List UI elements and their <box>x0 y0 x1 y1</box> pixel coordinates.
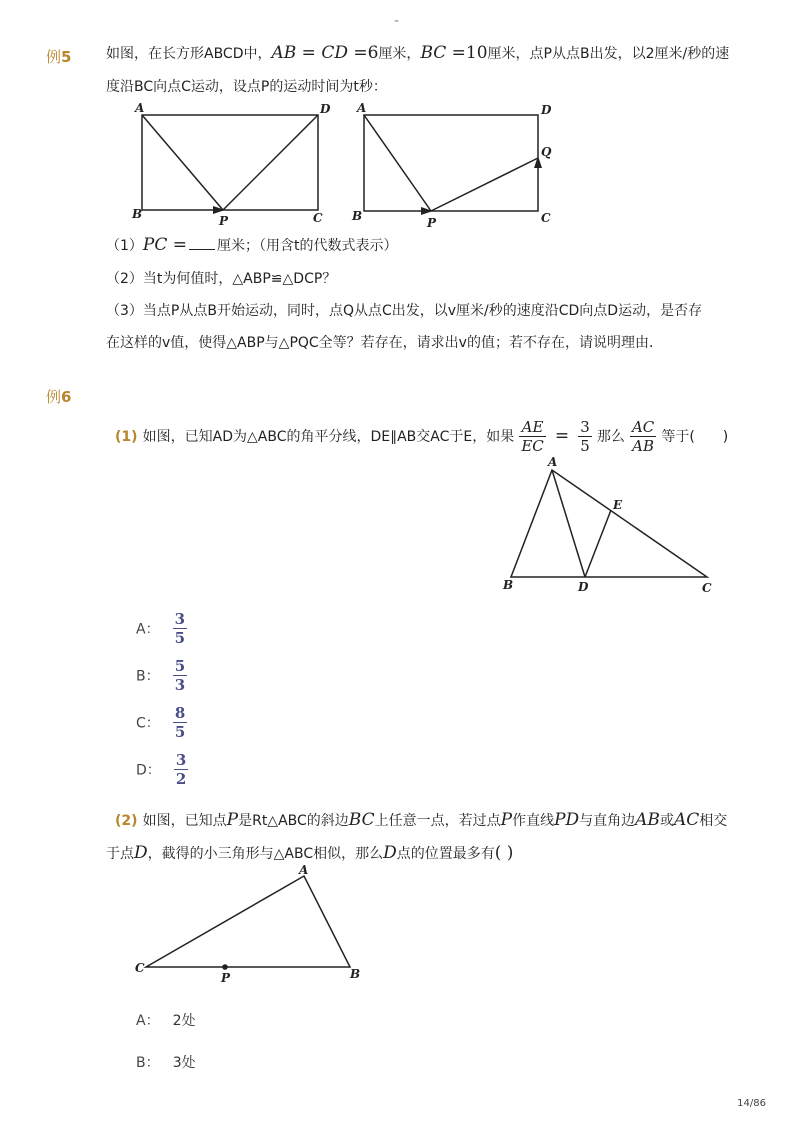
ex6-part2-math-pd: PD <box>554 810 580 830</box>
option-c-num: 8 <box>174 704 186 722</box>
option-b-den: 3 <box>174 676 186 694</box>
ex6-part1-frac2-den: 5 <box>580 437 590 455</box>
ex5-figure-2 <box>345 100 565 232</box>
option-d-num: 3 <box>175 751 187 769</box>
ex5-question-1 <box>106 236 398 255</box>
ex6-part1-number: (1) <box>115 429 138 445</box>
segment-ad <box>552 470 585 577</box>
fig2-arrow-p <box>421 207 433 215</box>
ex6-part1-frac-ac-ab <box>630 418 656 455</box>
example-6-number: 6 <box>61 388 72 406</box>
segment-de <box>585 510 611 577</box>
ex6-part2-figure <box>128 862 368 987</box>
ex6-part2-t1: 如图，已知点 <box>142 813 227 829</box>
fig2-rectangle <box>364 115 538 211</box>
ex6-part1-frac1-num: AE <box>521 418 544 436</box>
ex6-part2-line1 <box>115 810 727 830</box>
ex5-line1 <box>106 44 729 63</box>
fig2-label-c: C <box>541 211 551 225</box>
ex6-part2-t7: 相交 <box>699 813 728 829</box>
ex5-line1-math-ab-val: 6 <box>367 43 379 63</box>
ex6-part2-l2b: ，截得的小三角形与△ABC相似，那么 <box>147 846 384 862</box>
p2-option-b-text: 3处 <box>172 1055 196 1071</box>
ex6-part1-option-a[interactable] <box>136 610 187 647</box>
tri-label-b: B <box>503 578 514 592</box>
option-c-label: C： <box>136 715 160 732</box>
ex6-part2-math-p: P <box>226 810 239 830</box>
ex6-part1-option-b[interactable] <box>136 657 187 694</box>
p2-option-a-text: 2处 <box>172 1013 196 1029</box>
ex5-line1-text-b: 厘米， <box>378 46 421 62</box>
option-b-label: B： <box>136 668 160 685</box>
ex6-part1-frac3-num: AC <box>631 418 655 436</box>
ex5-figure-1 <box>125 100 335 230</box>
ex6-part1-option-c[interactable] <box>136 704 187 741</box>
ex6-part2-t3: 上任意一点，若过点 <box>374 813 501 829</box>
option-b-num: 5 <box>174 657 186 675</box>
fig1-label-p: P <box>219 214 229 228</box>
ex6-part1-mid: 那么 <box>596 429 625 445</box>
tri-label-a: A <box>548 455 558 469</box>
option-d-den: 2 <box>175 770 187 788</box>
ex6-part2-option-b[interactable] <box>136 1052 196 1072</box>
rt-label-p: P <box>221 971 231 985</box>
rt-label-a: A <box>299 863 309 877</box>
ex6-part1-question <box>115 418 728 455</box>
ex6-part1-text: 如图，已知AD为△ABC的角平分线，DE∥AB交AC于E，如果 <box>142 429 515 445</box>
ex6-part2-math-d: D <box>134 843 148 863</box>
example-5-prefix: 例 <box>46 48 62 66</box>
ex6-part1-frac-3-5 <box>578 418 592 455</box>
option-d-label: D： <box>136 762 161 779</box>
ex6-part2-t2: 是Rt△ABC的斜边 <box>238 813 349 829</box>
tri-label-e: E <box>613 498 623 512</box>
ex6-part2-l2c: 点的位置最多有 <box>396 846 495 862</box>
ex5-q1-text: 厘米；（用含t的代数式表示） <box>217 238 398 254</box>
fig1-label-b: B <box>132 207 143 221</box>
ex6-part2-paren: ( ) <box>494 843 514 863</box>
fig2-label-b: B <box>352 209 363 223</box>
rt-label-b: B <box>350 967 361 981</box>
tri-label-c: C <box>702 581 712 595</box>
tri-label-d: D <box>578 580 589 594</box>
rt-label-c: C <box>135 961 145 975</box>
ex6-part1-end: 等于( ) <box>661 429 729 445</box>
fig2-label-a: A <box>357 101 367 115</box>
ex6-part2-option-a[interactable] <box>136 1010 196 1030</box>
fig2-line-ap <box>364 115 431 211</box>
fig1-arrow <box>213 206 225 214</box>
option-a-label: A： <box>136 621 160 638</box>
option-d-fraction <box>174 751 188 788</box>
fig1-label-d: D <box>320 102 331 116</box>
fig1-rectangle <box>142 115 318 210</box>
ex6-part2-math-ac: AC <box>673 810 700 830</box>
option-c-fraction <box>173 704 187 741</box>
ex5-q1-prefix: （1） <box>106 238 143 254</box>
ex6-part2-t4: 作直线 <box>512 813 555 829</box>
option-b-fraction <box>173 657 187 694</box>
example-6-prefix: 例 <box>46 388 62 406</box>
point-p <box>222 964 228 970</box>
ex6-part1-figure <box>498 455 723 600</box>
ex6-part1-option-d[interactable] <box>136 751 188 788</box>
page-number: 14/86 <box>737 1098 766 1109</box>
example-6-label <box>46 386 71 407</box>
ex6-part1-frac-ae-ec <box>519 418 545 455</box>
ex6-part1-frac2-num: 3 <box>580 418 590 436</box>
option-a-den: 5 <box>174 629 186 647</box>
fig1-label-a: A <box>135 101 145 115</box>
header-mark: - <box>394 13 400 29</box>
ex5-question-3-line1: （3）当点P从点B开始运动，同时，点Q从点C出发，以v厘米/秒的速度沿CD向点D运动，是否存 <box>106 303 703 319</box>
ex6-part1-frac3-den: AB <box>630 436 656 455</box>
ex6-part2-math-p2: P <box>500 810 513 830</box>
example-5-number: 5 <box>61 48 72 66</box>
ex6-part1-frac1-den: EC <box>521 437 544 455</box>
ex6-part2-math-ab: AB <box>635 810 660 830</box>
fig1-line-dp <box>223 115 318 210</box>
ex5-q1-math: PC = <box>142 235 188 255</box>
option-a-num: 3 <box>174 610 186 628</box>
ex6-part2-math-d2: D <box>383 843 397 863</box>
example-5-label <box>46 46 71 67</box>
fig1-line-ap <box>142 115 223 210</box>
ex6-part1-equals: = <box>554 426 570 446</box>
ex5-question-3-line2: 在这样的v值，使得△ABP与△PQC全等？若存在，请求出v的值；若不存在，请说明理由． <box>106 335 663 351</box>
ex6-part2-math-bc: BC <box>348 810 375 830</box>
ex5-line1-text-a: 如图，在长方形ABCD中， <box>106 46 272 62</box>
ex6-part2-t5: 与直角边 <box>579 813 636 829</box>
ex5-question-2: （2）当t为何值时，△ABP≌△DCP？ <box>106 271 337 287</box>
option-a-fraction <box>173 610 187 647</box>
fig1-label-c: C <box>313 211 323 225</box>
fig2-line-pq <box>431 158 538 211</box>
right-triangle-abc <box>146 876 350 967</box>
option-c-den: 5 <box>174 723 186 741</box>
ex6-part2-number: (2) <box>115 813 138 829</box>
p2-option-a-label: A： <box>136 1013 160 1029</box>
fig2-label-p: P <box>427 216 437 230</box>
p2-option-b-label: B： <box>136 1055 160 1071</box>
ex6-part2-line2 <box>106 843 513 863</box>
ex5-line1-math-ab: AB = CD = <box>271 43 368 63</box>
fig2-label-q: Q <box>541 145 552 159</box>
triangle-abc <box>511 470 707 577</box>
ex6-part2-t6: 或 <box>659 813 674 829</box>
ex5-q1-blank <box>189 249 215 250</box>
ex5-line1-text-c: 厘米，点P从点B出发，以2厘米/秒的速 <box>487 46 730 62</box>
ex5-line1-math-bc: BC = <box>420 43 466 63</box>
ex5-line1-math-bc-val: 10 <box>465 43 488 63</box>
ex6-part2-l2a: 于点 <box>106 846 134 862</box>
ex5-line2: 度沿BC向点C运动，设点P的运动时间为t秒： <box>106 79 387 95</box>
fig2-label-d: D <box>541 103 552 117</box>
